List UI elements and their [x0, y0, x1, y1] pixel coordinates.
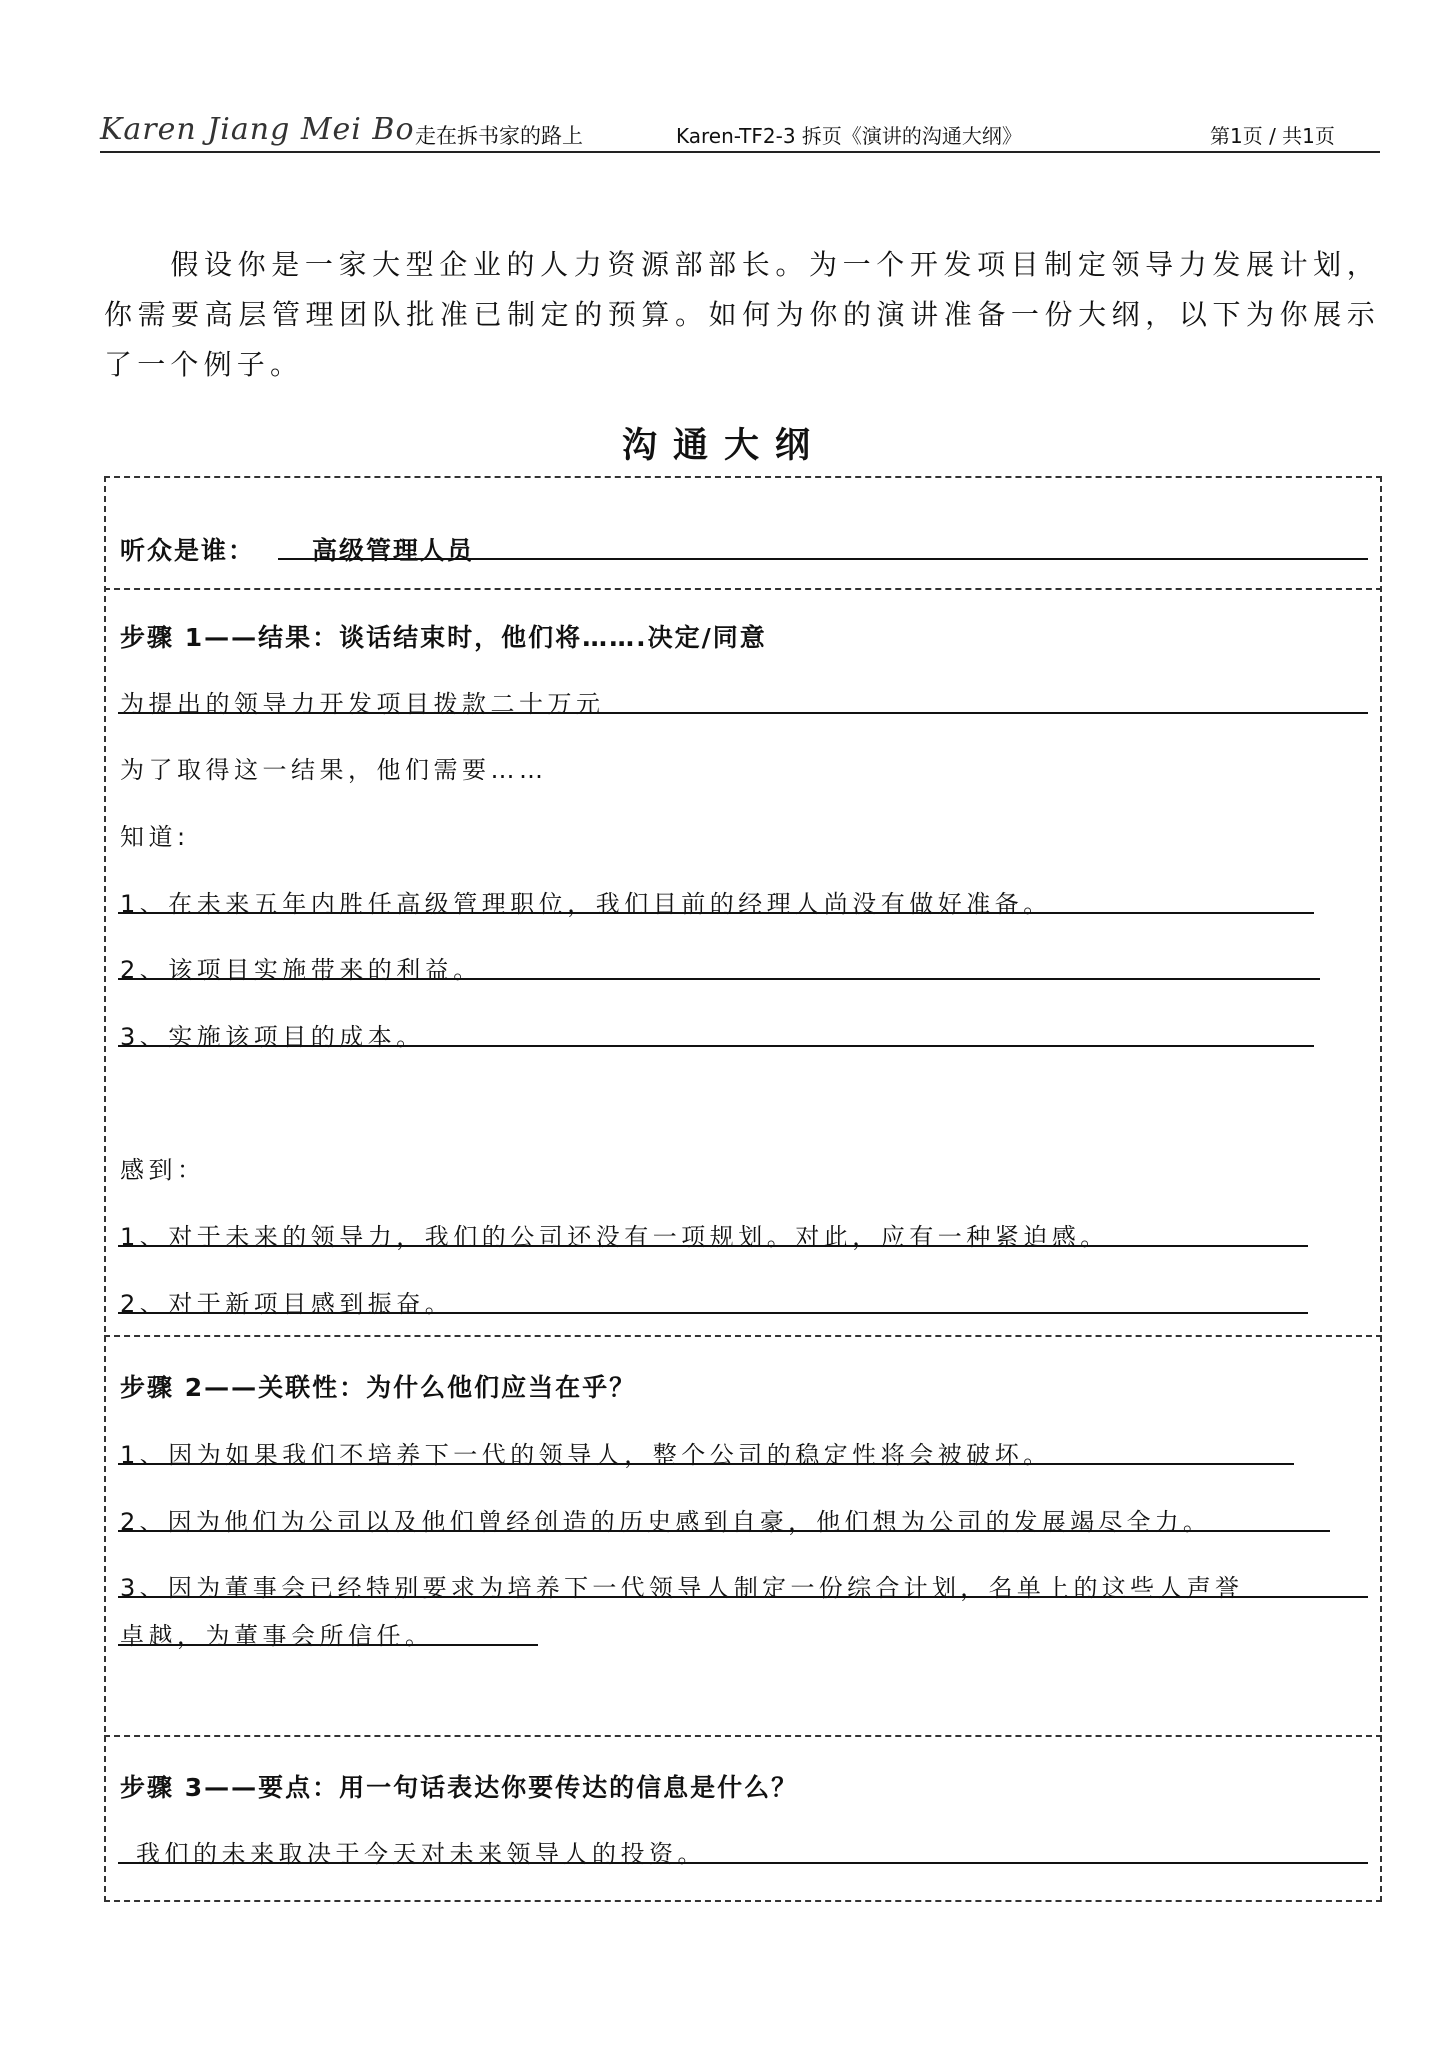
step2-item-3: 3、因为董事会已经特别要求为培养下一代领导人制定一份综合计划，名单上的这些人声誉 — [120, 1574, 1244, 1602]
step2-item-3-cont-underline — [118, 1644, 538, 1646]
step2-item-1-underline — [118, 1463, 1294, 1465]
audience-underline — [278, 558, 1368, 560]
feel-item-2: 2、对于新项目感到振奋。 — [120, 1290, 454, 1318]
step1-feel-label: 感到： — [120, 1156, 206, 1184]
page-number: 第1页 / 共1页 — [1210, 124, 1335, 148]
section-divider-step1 — [104, 1335, 1382, 1337]
document-id: Karen-TF2-3 拆页《演讲的沟通大纲》 — [676, 124, 1022, 148]
step2-item-3-underline — [118, 1596, 1368, 1598]
step2-heading: 步骤 2——关联性：为什么他们应当在乎？ — [120, 1373, 637, 1402]
audience-value: 高级管理人员 — [312, 536, 475, 565]
step3-heading: 步骤 3——要点：用一句话表达你要传达的信息是什么？ — [120, 1773, 799, 1802]
header-slogan: 走在拆书家的路上 — [415, 124, 583, 148]
feel-item-1-underline — [118, 1245, 1308, 1247]
page-title: 沟通大纲 — [621, 426, 826, 466]
section-divider-audience — [104, 588, 1382, 590]
feel-item-1: 1、对于未来的领导力，我们的公司还没有一项规划。对此，应有一种紧迫感。 — [120, 1223, 1109, 1251]
step1-know-label: 知道: — [120, 823, 190, 851]
audience-label: 听众是谁： — [120, 536, 256, 565]
know-item-2: 2、该项目实施带来的利益。 — [120, 956, 482, 984]
step1-outcome-underline — [118, 712, 1368, 714]
know-item-2-underline — [118, 978, 1320, 980]
page-header — [100, 112, 1380, 152]
step2-item-2-underline — [118, 1530, 1330, 1532]
feel-item-2-underline — [118, 1312, 1308, 1314]
step3-answer-underline — [118, 1862, 1368, 1864]
step1-outcome: 为提出的领导力开发项目拨款二十万元 — [120, 690, 605, 718]
step1-need: 为了取得这一结果，他们需要…… — [120, 756, 548, 784]
intro-paragraph — [104, 240, 1380, 390]
intro-text: 假设你是一家大型企业的人力资源部部长。为一个开发项目制定领导力发展计划，你需要高层管理团队批准已制定的预算。如何为你的演讲准备一份大纲，以下为你展示了一个例子。 — [104, 248, 1380, 381]
know-item-1-underline — [118, 912, 1314, 914]
header-divider — [100, 151, 1380, 153]
step2-item-2: 2、因为他们为公司以及他们曾经创造的历史感到自豪，他们想为公司的发展竭尽全力。 — [120, 1508, 1212, 1536]
brand-signature: Karen Jiang Mei Bo — [100, 112, 415, 147]
step2-item-1: 1、因为如果我们不培养下一代的领导人，整个公司的稳定性将会被破坏。 — [120, 1441, 1052, 1469]
step3-answer: 我们的未来取决于今天对未来领导人的投资。 — [136, 1840, 706, 1868]
step2-item-3-cont: 卓越，为董事会所信任。 — [120, 1622, 434, 1650]
know-item-1: 1、在未来五年内胜任高级管理职位，我们目前的经理人尚没有做好准备。 — [120, 890, 1052, 918]
know-item-3-underline — [118, 1045, 1314, 1047]
step1-heading: 步骤 1——结果：谈话结束时，他们将…….决定/同意 — [120, 623, 767, 652]
section-divider-step2 — [104, 1735, 1382, 1737]
know-item-3: 3、实施该项目的成本。 — [120, 1023, 425, 1051]
